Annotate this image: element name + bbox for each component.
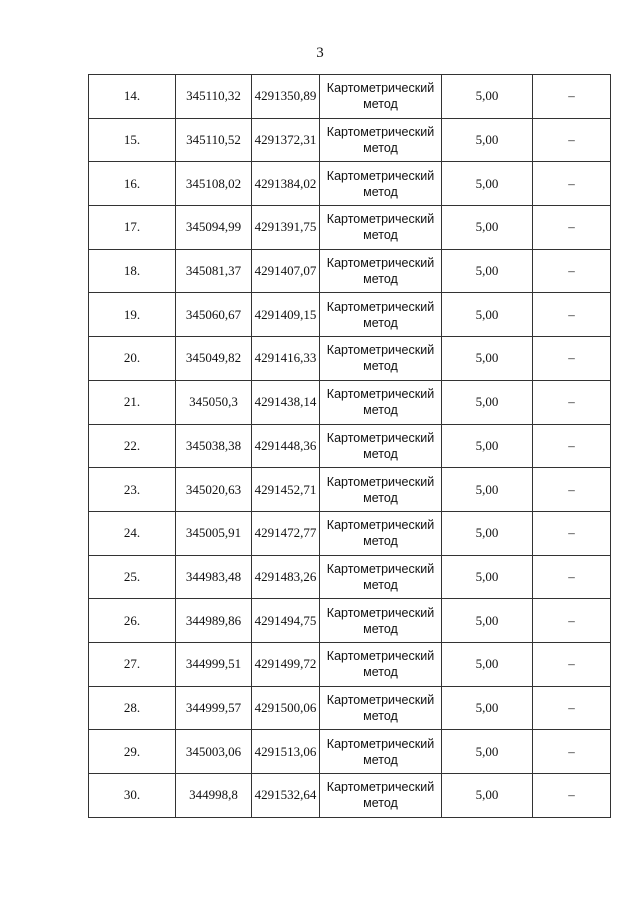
method-line-1: Картометрический	[326, 474, 435, 489]
method-cell	[320, 249, 442, 293]
point-number-cell: 29.	[89, 730, 176, 774]
coordinates-table	[88, 74, 611, 818]
note-cell: –	[533, 642, 611, 686]
method-line-1: Картометрический	[326, 387, 435, 402]
note-cell: –	[533, 599, 611, 643]
method-line-2: метод	[363, 665, 398, 680]
point-number-cell: 27.	[89, 642, 176, 686]
method-line-1: Картометрический	[326, 81, 435, 96]
accuracy-cell: 5,00	[442, 162, 533, 206]
note-cell: –	[533, 468, 611, 512]
point-number-cell: 20.	[89, 337, 176, 381]
method-line-1: Картометрический	[326, 256, 435, 271]
y-coordinate-cell: 4291532,64	[252, 774, 320, 818]
table-row	[89, 162, 611, 206]
accuracy-cell: 5,00	[442, 686, 533, 730]
accuracy-cell: 5,00	[442, 293, 533, 337]
method-cell	[320, 555, 442, 599]
method-cell	[320, 75, 442, 119]
method-line-1: Картометрический	[326, 649, 435, 664]
table-row	[89, 424, 611, 468]
x-coordinate-cell: 345081,37	[176, 249, 252, 293]
x-coordinate-cell: 344989,86	[176, 599, 252, 643]
table-row	[89, 249, 611, 293]
method-cell	[320, 468, 442, 512]
y-coordinate-cell: 4291416,33	[252, 337, 320, 381]
table-row	[89, 118, 611, 162]
table-body	[89, 75, 611, 818]
method-line-2: метод	[363, 752, 398, 767]
y-coordinate-cell: 4291350,89	[252, 75, 320, 119]
accuracy-cell: 5,00	[442, 555, 533, 599]
accuracy-cell: 5,00	[442, 774, 533, 818]
note-cell: –	[533, 730, 611, 774]
point-number-cell: 19.	[89, 293, 176, 337]
point-number-cell: 28.	[89, 686, 176, 730]
method-cell	[320, 599, 442, 643]
method-cell	[320, 511, 442, 555]
point-number-cell: 16.	[89, 162, 176, 206]
table-row	[89, 337, 611, 381]
method-line-2: метод	[363, 228, 398, 243]
method-line-2: метод	[363, 577, 398, 592]
accuracy-cell: 5,00	[442, 468, 533, 512]
method-line-2: метод	[363, 184, 398, 199]
point-number-cell: 17.	[89, 206, 176, 250]
method-line-1: Картометрический	[326, 168, 435, 183]
note-cell: –	[533, 424, 611, 468]
method-cell	[320, 424, 442, 468]
table-row	[89, 774, 611, 818]
method-line-2: метод	[363, 446, 398, 461]
method-cell	[320, 380, 442, 424]
method-line-1: Картометрический	[326, 692, 435, 707]
accuracy-cell: 5,00	[442, 424, 533, 468]
x-coordinate-cell: 344998,8	[176, 774, 252, 818]
accuracy-cell: 5,00	[442, 75, 533, 119]
note-cell: –	[533, 249, 611, 293]
point-number-cell: 21.	[89, 380, 176, 424]
y-coordinate-cell: 4291409,15	[252, 293, 320, 337]
note-cell: –	[533, 686, 611, 730]
note-cell: –	[533, 75, 611, 119]
x-coordinate-cell: 345060,67	[176, 293, 252, 337]
method-line-2: метод	[363, 97, 398, 112]
method-line-2: метод	[363, 359, 398, 374]
y-coordinate-cell: 4291407,07	[252, 249, 320, 293]
method-line-1: Картометрический	[326, 299, 435, 314]
accuracy-cell: 5,00	[442, 380, 533, 424]
x-coordinate-cell: 345110,32	[176, 75, 252, 119]
x-coordinate-cell: 344999,57	[176, 686, 252, 730]
note-cell: –	[533, 337, 611, 381]
note-cell: –	[533, 774, 611, 818]
x-coordinate-cell: 345003,06	[176, 730, 252, 774]
y-coordinate-cell: 4291391,75	[252, 206, 320, 250]
method-line-2: метод	[363, 272, 398, 287]
x-coordinate-cell: 345108,02	[176, 162, 252, 206]
y-coordinate-cell: 4291483,26	[252, 555, 320, 599]
y-coordinate-cell: 4291513,06	[252, 730, 320, 774]
method-line-2: метод	[363, 403, 398, 418]
point-number-cell: 23.	[89, 468, 176, 512]
method-cell	[320, 206, 442, 250]
table-row	[89, 730, 611, 774]
accuracy-cell: 5,00	[442, 337, 533, 381]
note-cell: –	[533, 206, 611, 250]
x-coordinate-cell: 345005,91	[176, 511, 252, 555]
accuracy-cell: 5,00	[442, 249, 533, 293]
method-line-1: Картометрический	[326, 212, 435, 227]
table-row	[89, 206, 611, 250]
method-line-2: метод	[363, 621, 398, 636]
method-line-2: метод	[363, 796, 398, 811]
x-coordinate-cell: 345110,52	[176, 118, 252, 162]
method-line-2: метод	[363, 315, 398, 330]
method-line-1: Картометрический	[326, 736, 435, 751]
accuracy-cell: 5,00	[442, 206, 533, 250]
method-line-1: Картометрический	[326, 125, 435, 140]
method-line-1: Картометрический	[326, 430, 435, 445]
table-row	[89, 380, 611, 424]
y-coordinate-cell: 4291438,14	[252, 380, 320, 424]
accuracy-cell: 5,00	[442, 118, 533, 162]
note-cell: –	[533, 118, 611, 162]
y-coordinate-cell: 4291448,36	[252, 424, 320, 468]
y-coordinate-cell: 4291452,71	[252, 468, 320, 512]
point-number-cell: 18.	[89, 249, 176, 293]
point-number-cell: 30.	[89, 774, 176, 818]
method-cell	[320, 162, 442, 206]
method-line-2: метод	[363, 490, 398, 505]
note-cell: –	[533, 293, 611, 337]
x-coordinate-cell: 345038,38	[176, 424, 252, 468]
y-coordinate-cell: 4291372,31	[252, 118, 320, 162]
note-cell: –	[533, 380, 611, 424]
method-cell	[320, 293, 442, 337]
method-line-1: Картометрический	[326, 605, 435, 620]
note-cell: –	[533, 511, 611, 555]
method-cell	[320, 686, 442, 730]
table-row	[89, 642, 611, 686]
x-coordinate-cell: 345094,99	[176, 206, 252, 250]
accuracy-cell: 5,00	[442, 599, 533, 643]
y-coordinate-cell: 4291494,75	[252, 599, 320, 643]
accuracy-cell: 5,00	[442, 642, 533, 686]
method-cell	[320, 642, 442, 686]
table-row	[89, 293, 611, 337]
method-cell	[320, 774, 442, 818]
note-cell: –	[533, 162, 611, 206]
page-number: 3	[316, 45, 324, 61]
y-coordinate-cell: 4291499,72	[252, 642, 320, 686]
y-coordinate-cell: 4291472,77	[252, 511, 320, 555]
method-line-1: Картометрический	[326, 561, 435, 576]
table-row	[89, 511, 611, 555]
point-number-cell: 24.	[89, 511, 176, 555]
x-coordinate-cell: 345020,63	[176, 468, 252, 512]
method-cell	[320, 730, 442, 774]
x-coordinate-cell: 344999,51	[176, 642, 252, 686]
method-cell	[320, 337, 442, 381]
point-number-cell: 14.	[89, 75, 176, 119]
accuracy-cell: 5,00	[442, 511, 533, 555]
table-row	[89, 686, 611, 730]
method-line-1: Картометрический	[326, 518, 435, 533]
x-coordinate-cell: 345050,3	[176, 380, 252, 424]
x-coordinate-cell: 344983,48	[176, 555, 252, 599]
y-coordinate-cell: 4291500,06	[252, 686, 320, 730]
table-row	[89, 75, 611, 119]
method-line-1: Картометрический	[326, 343, 435, 358]
point-number-cell: 25.	[89, 555, 176, 599]
x-coordinate-cell: 345049,82	[176, 337, 252, 381]
note-cell: –	[533, 555, 611, 599]
accuracy-cell: 5,00	[442, 730, 533, 774]
table-row	[89, 468, 611, 512]
method-line-2: метод	[363, 534, 398, 549]
method-line-2: метод	[363, 708, 398, 723]
point-number-cell: 15.	[89, 118, 176, 162]
point-number-cell: 26.	[89, 599, 176, 643]
method-line-1: Картометрический	[326, 780, 435, 795]
table-row	[89, 555, 611, 599]
method-line-2: метод	[363, 141, 398, 156]
point-number-cell: 22.	[89, 424, 176, 468]
y-coordinate-cell: 4291384,02	[252, 162, 320, 206]
table-row	[89, 599, 611, 643]
method-cell	[320, 118, 442, 162]
